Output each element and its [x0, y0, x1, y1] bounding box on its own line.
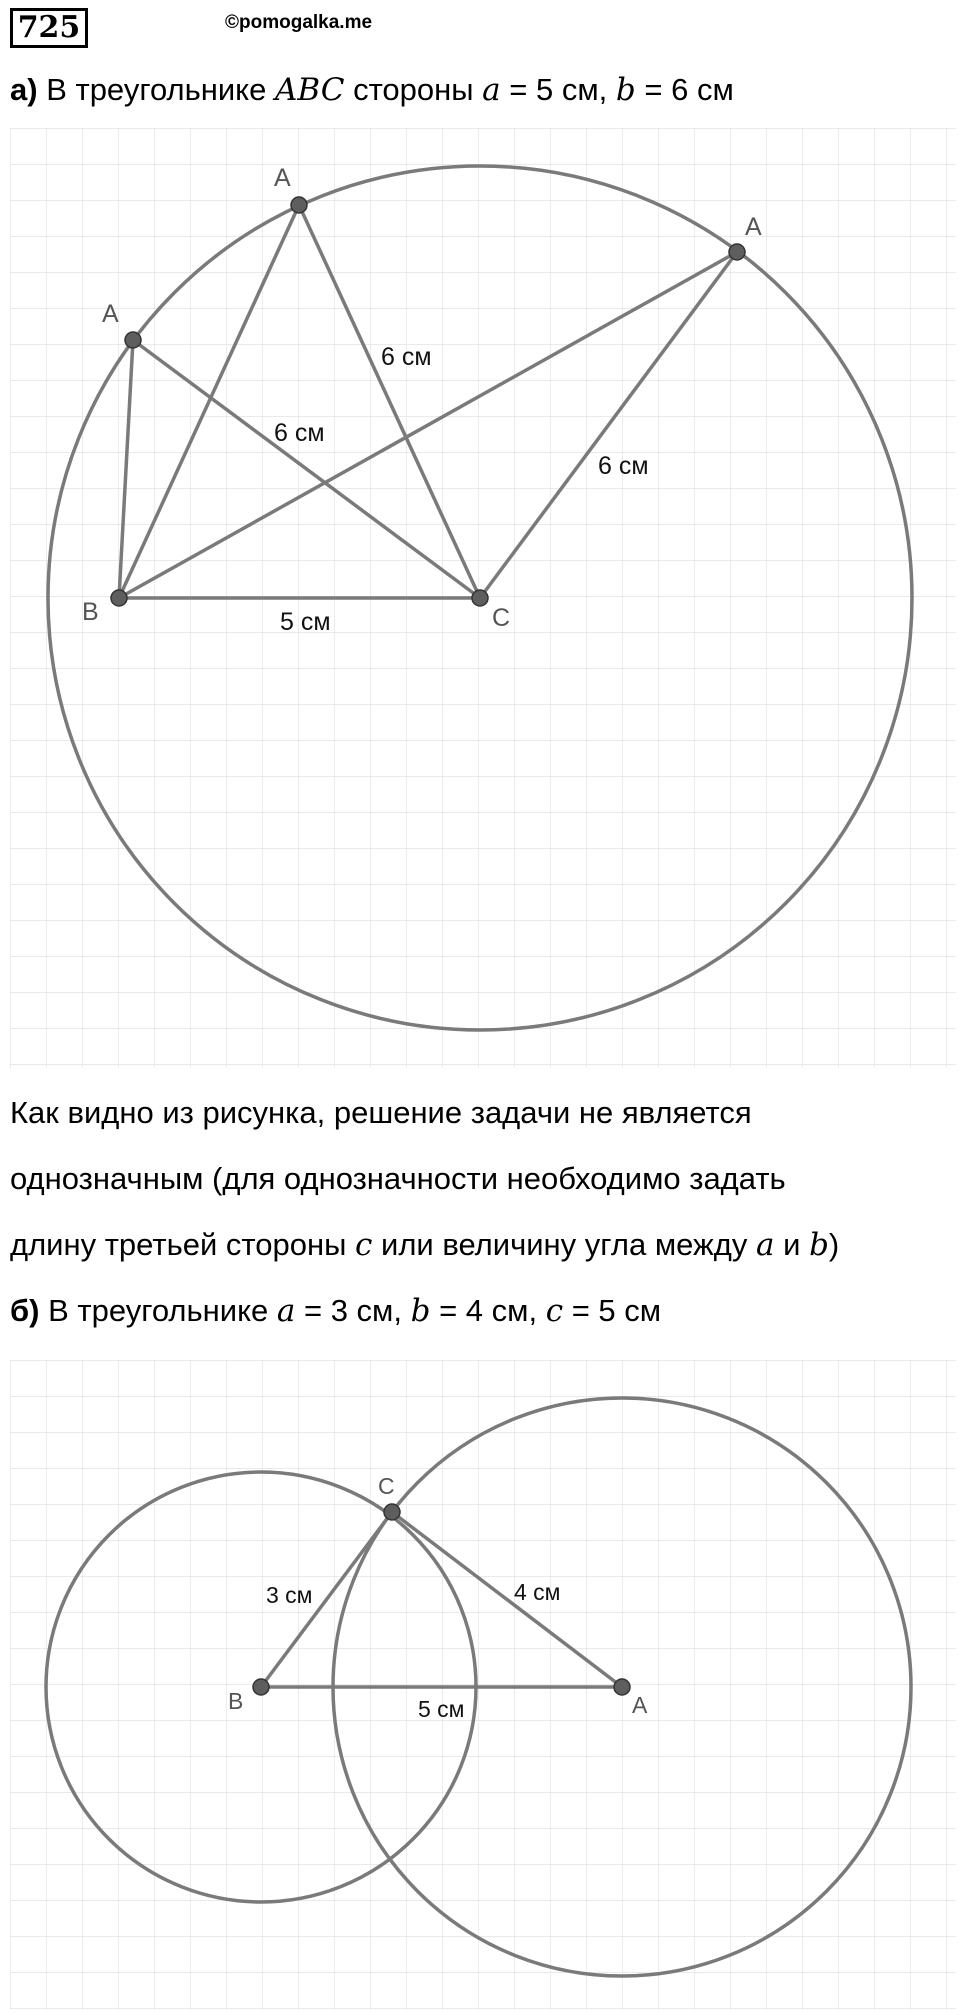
- part-b-label: б): [10, 1293, 40, 1328]
- figure-b: [10, 1360, 956, 2010]
- label-side-6-a3: 6 см: [598, 452, 649, 480]
- point-a-b: [614, 1679, 630, 1695]
- label-c: C: [492, 604, 511, 632]
- label-a-b: A: [632, 1692, 648, 1718]
- part-b-var-a: a: [276, 1293, 296, 1329]
- part-a-val-b: = 6 см: [644, 72, 734, 107]
- explanation-var-b: b: [809, 1227, 829, 1263]
- label-a2: A: [274, 164, 291, 192]
- label-b: B: [82, 598, 99, 626]
- label-c-b: C: [378, 1473, 395, 1499]
- part-b-heading: [10, 1293, 661, 1329]
- part-b-val-a: = 3 см,: [303, 1293, 402, 1328]
- label-side-3: 3 см: [266, 1582, 313, 1608]
- point-b-b: [253, 1679, 269, 1695]
- label-a3: A: [745, 213, 762, 241]
- point-a2: [291, 197, 307, 213]
- label-side-6-a2: 6 см: [381, 343, 432, 371]
- label-b-b: B: [228, 1688, 244, 1714]
- grid-b: [10, 1360, 956, 2010]
- explanation-line-3: [10, 1227, 839, 1263]
- part-b-text-1: В треугольнике: [48, 1293, 269, 1328]
- part-a-val-a: = 5 см,: [509, 72, 608, 107]
- part-b-val-b: = 4 см,: [439, 1293, 538, 1328]
- point-c-b: [384, 1504, 400, 1520]
- explanation-text-3a: длину третьей стороны: [10, 1227, 347, 1262]
- label-side-6-a1: 6 см: [274, 419, 325, 447]
- label-side-4: 4 см: [514, 1579, 561, 1605]
- point-a3: [729, 244, 745, 260]
- part-a-text-2: стороны: [353, 72, 474, 107]
- point-a1: [125, 332, 141, 348]
- part-b-var-c: c: [545, 1293, 564, 1329]
- part-b-val-c: = 5 см: [571, 1293, 662, 1328]
- explanation-text-3b: или величину угла между: [381, 1227, 748, 1262]
- explanation-line-1: Как видно из рисунка, решение задачи не является: [10, 1095, 752, 1130]
- part-a-label: а): [10, 72, 38, 107]
- part-a-var-b: b: [615, 72, 636, 108]
- part-a-heading: [10, 72, 734, 108]
- part-a-text-1: В треугольнике: [46, 72, 267, 107]
- part-a-triangle: ABC: [274, 72, 345, 108]
- explanation-line-2: однозначным (для однозначности необходимо задать: [10, 1161, 786, 1196]
- point-c: [472, 590, 488, 606]
- site-watermark: ©pomogalka.me: [225, 12, 373, 33]
- label-side-5-b: 5 см: [418, 1696, 465, 1722]
- label-a1: A: [102, 300, 119, 328]
- explanation-var-c: c: [355, 1227, 373, 1263]
- explanation-text-3c: и: [783, 1227, 801, 1262]
- explanation-var-a: a: [756, 1227, 775, 1263]
- explanation-text-3d: ): [828, 1227, 840, 1262]
- label-side-5: 5 см: [280, 608, 331, 636]
- point-b: [111, 590, 127, 606]
- part-a-var-a: a: [482, 72, 501, 108]
- figure-a: [10, 128, 956, 1068]
- problem-number: 725: [10, 8, 88, 48]
- part-b-var-b: b: [410, 1293, 431, 1329]
